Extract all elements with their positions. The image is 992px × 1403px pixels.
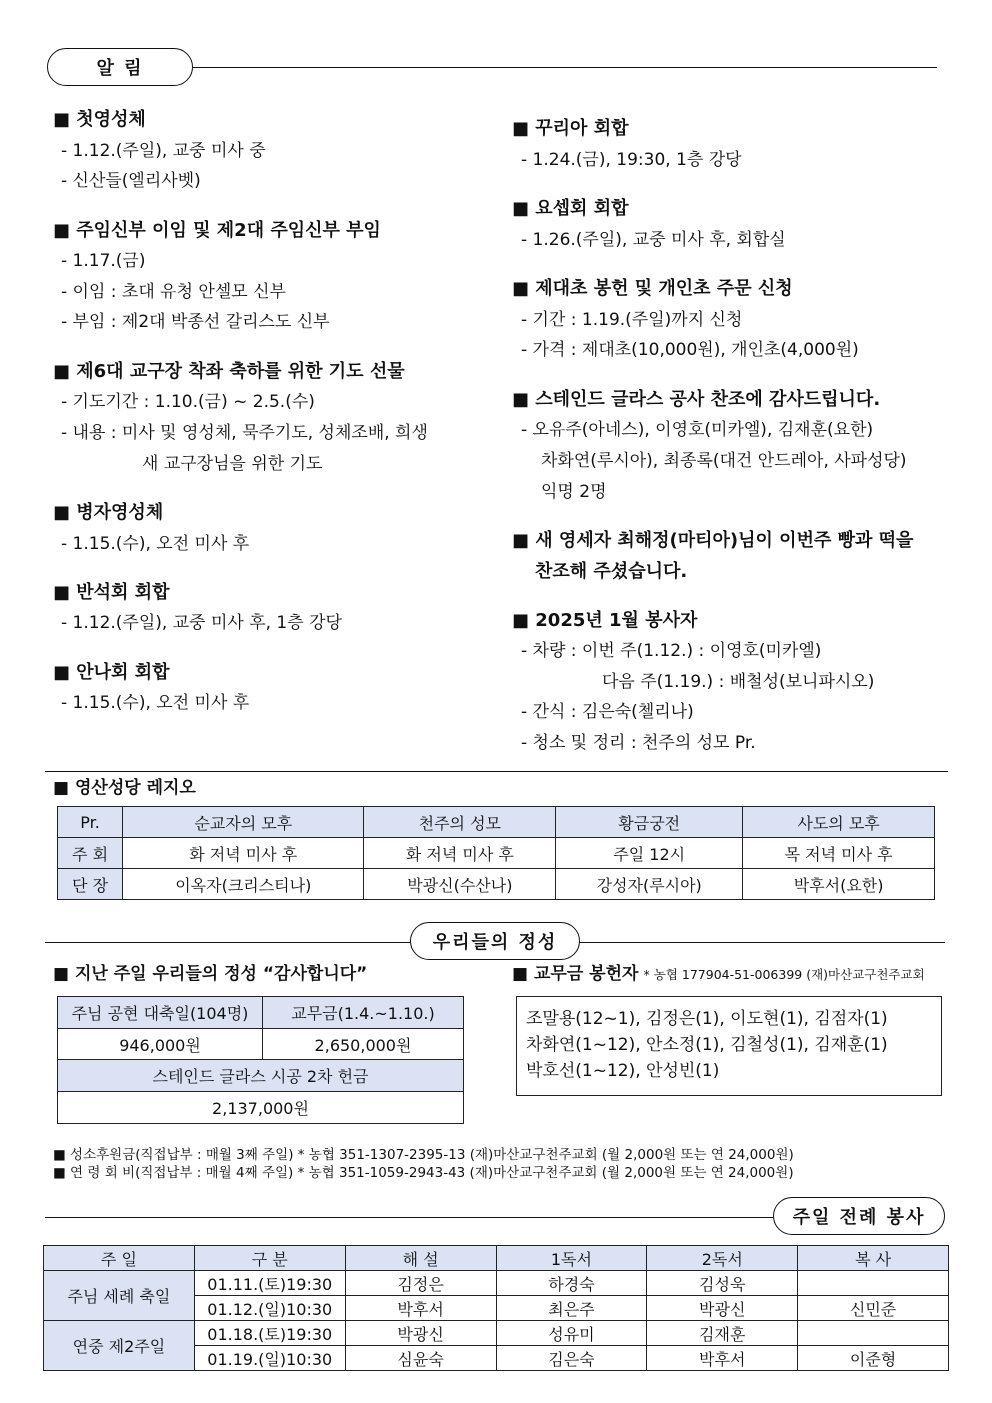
liturgy-cell: 김재훈 — [647, 1321, 798, 1346]
notice-line: - 부임 : 제2대 박종선 갈리스도 신부 — [61, 312, 330, 332]
notice-title: 알 림 — [47, 48, 193, 86]
notice-line: - 이임 : 초대 유청 안셀모 신부 — [61, 282, 286, 302]
notice-line: - 내용 : 미사 및 영성체, 묵주기도, 성체조배, 희생 — [61, 423, 428, 443]
donor-heading — [512, 962, 925, 987]
donor-title: ■ 교무금 봉헌자 — [512, 964, 639, 984]
liturgy-title: 주일 전례 봉사 — [773, 1197, 945, 1235]
divider — [193, 67, 937, 68]
offering-title: 우리들의 정성 — [410, 922, 580, 960]
offering-left-title: ■ 지난 주일 우리들의 정성 “감사합니다” — [53, 964, 368, 984]
legio-cell: 강성자(루시아) — [556, 869, 743, 900]
notice-line: 익명 2명 — [541, 482, 607, 502]
offering-header: 교무금(1.4.~1.10.) — [263, 997, 464, 1029]
legio-cell: 주일 12시 — [556, 838, 743, 869]
notice-heading: ■ 새 영세자 최해정(마티아)님이 이번주 빵과 떡을 — [512, 530, 914, 551]
offering-value: 2,137,000원 — [58, 1092, 464, 1124]
liturgy-header: 2독서 — [647, 1246, 798, 1271]
liturgy-cell: 박광신 — [647, 1296, 798, 1321]
notice-line: 차화연(루시아), 최종록(대건 안드레아, 사파성당) — [541, 451, 907, 471]
donor-box — [516, 996, 942, 1096]
legio-cell: 주 회 — [58, 838, 123, 869]
legio-cell: 박광신(수산나) — [364, 869, 556, 900]
legio-cell: 화 저녁 미사 후 — [364, 838, 556, 869]
notice-heading: ■ 첫영성체 — [53, 109, 146, 130]
notice-line: - 가격 : 제대초(10,000원), 개인초(4,000원) — [521, 340, 859, 360]
liturgy-sunday: 주님 세례 축일 — [44, 1271, 195, 1321]
liturgy-cell — [798, 1271, 949, 1296]
liturgy-header: 해 설 — [345, 1246, 496, 1271]
notice-line: - 1.24.(금), 19:30, 1층 강당 — [521, 150, 742, 170]
liturgy-cell — [798, 1321, 949, 1346]
legio-cell: 이옥자(크리스티나) — [123, 869, 364, 900]
liturgy-header: 구 분 — [194, 1246, 345, 1271]
notice-line: - 기간 : 1.19.(주일)까지 신청 — [521, 310, 743, 330]
legio-cell: 목 저녁 미사 후 — [743, 838, 935, 869]
legio-header: 황금궁전 — [556, 807, 743, 838]
donor-line: 조말용(12~1), 김정은(1), 이도현(1), 김점자(1) — [526, 1009, 888, 1029]
notice-heading: ■ 반석회 회합 — [53, 582, 170, 603]
liturgy-cell: 김성욱 — [647, 1271, 798, 1296]
legio-cell: 단 장 — [58, 869, 123, 900]
offering-header: 스테인드 글라스 시공 2차 헌금 — [58, 1060, 464, 1092]
legio-header: Pr. — [58, 807, 123, 838]
liturgy-cell: 신민준 — [798, 1296, 949, 1321]
legio-table — [57, 806, 935, 900]
notice-line: - 청소 및 정리 : 천주의 성모 Pr. — [521, 733, 756, 753]
legio-header: 천주의 성모 — [364, 807, 556, 838]
liturgy-cell: 01.18.(토)19:30 — [194, 1321, 345, 1346]
offering-value: 946,000원 — [58, 1029, 263, 1060]
notice-heading: ■ 안나회 회합 — [53, 662, 170, 683]
notice-line: 새 교구장님을 위한 기도 — [142, 454, 323, 474]
legio-cell: 화 저녁 미사 후 — [123, 838, 364, 869]
notice-heading: ■ 주임신부 이임 및 제2대 주임신부 부임 — [53, 220, 381, 241]
notice-line: - 1.12.(주일), 교중 미사 중 — [61, 141, 266, 161]
liturgy-header: 복 사 — [798, 1246, 949, 1271]
donor-line: 차화연(1~12), 안소정(1), 김철성(1), 김재훈(1) — [526, 1035, 888, 1055]
liturgy-cell: 김은숙 — [496, 1346, 647, 1371]
liturgy-cell: 최은주 — [496, 1296, 647, 1321]
offering-value: 2,650,000원 — [263, 1029, 464, 1060]
notice-line: - 1.15.(수), 오전 미사 후 — [61, 534, 250, 554]
notice-line: - 오유주(아네스), 이영호(미카엘), 김재훈(요한) — [521, 420, 874, 440]
legio-header: 순교자의 모후 — [123, 807, 364, 838]
account-note: ■ 연 령 회 비(직접납부 : 매월 4째 주일) * 농협 351-1059-2943-43 (재)마산교구천주교회 (월 2,000원 또는 연 24,000원) — [53, 1165, 794, 1181]
notice-heading: ■ 제6대 교구장 착좌 축하를 위한 기도 선물 — [53, 361, 405, 382]
offering-header: 주님 공현 대축일(104명) — [58, 997, 263, 1029]
notice-heading: 찬조해 주셨습니다. — [535, 561, 688, 582]
notice-heading: ■ 2025년 1월 봉사자 — [512, 610, 698, 631]
liturgy-cell: 01.19.(일)10:30 — [194, 1346, 345, 1371]
notice-line: - 1.15.(수), 오전 미사 후 — [61, 693, 250, 713]
legio-cell: 박후서(요한) — [743, 869, 935, 900]
liturgy-cell: 김정은 — [345, 1271, 496, 1296]
notice-line: - 1.12.(주일), 교중 미사 후, 1층 강당 — [61, 613, 342, 633]
divider — [45, 771, 948, 772]
liturgy-cell: 하경숙 — [496, 1271, 647, 1296]
divider — [45, 1217, 773, 1218]
notice-heading: ■ 요셉회 회합 — [512, 198, 629, 219]
notice-line: 다음 주(1.19.) : 배철성(보니파시오) — [602, 672, 875, 692]
notice-heading: ■ 꾸리아 회합 — [512, 118, 629, 139]
notice-line: - 1.26.(주일), 교중 미사 후, 회합실 — [521, 230, 786, 250]
liturgy-cell: 성유미 — [496, 1321, 647, 1346]
liturgy-cell: 박후서 — [647, 1346, 798, 1371]
notice-line: - 신산들(엘리사벳) — [61, 171, 201, 191]
notice-line: - 차량 : 이번 주(1.12.) : 이영호(미카엘) — [521, 641, 822, 661]
liturgy-sunday: 연중 제2주일 — [44, 1321, 195, 1371]
liturgy-header: 1독서 — [496, 1246, 647, 1271]
account-note: ■ 성소후원금(직접납부 : 매월 3째 주일) * 농협 351-1307-2395-13 (재)마산교구천주교회 (월 2,000원 또는 연 24,000원) — [53, 1147, 794, 1163]
notice-line: - 기도기간 : 1.10.(금) ~ 2.5.(수) — [61, 392, 315, 412]
notice-heading: ■ 제대초 봉헌 및 개인초 주문 신청 — [512, 278, 793, 299]
legio-title: ■ 영산성당 레지오 — [53, 778, 196, 798]
offering-table — [57, 996, 464, 1124]
liturgy-cell: 심윤숙 — [345, 1346, 496, 1371]
liturgy-cell: 박광신 — [345, 1321, 496, 1346]
donor-account: * 농협 177904-51-006399 (재)마산교구천주교회 — [643, 967, 925, 982]
notice-heading: ■ 병자영성체 — [53, 502, 164, 523]
liturgy-header: 주 일 — [44, 1246, 195, 1271]
liturgy-cell: 이준형 — [798, 1346, 949, 1371]
liturgy-cell: 01.12.(일)10:30 — [194, 1296, 345, 1321]
legio-header: 사도의 모후 — [743, 807, 935, 838]
notice-line: - 1.17.(금) — [61, 251, 146, 271]
notice-line: - 간식 : 김은숙(첼리나) — [521, 702, 694, 722]
liturgy-cell: 01.11.(토)19:30 — [194, 1271, 345, 1296]
liturgy-cell: 박후서 — [345, 1296, 496, 1321]
donor-line: 박호선(1~12), 안성빈(1) — [526, 1061, 720, 1081]
liturgy-table — [43, 1245, 949, 1371]
notice-heading: ■ 스테인드 글라스 공사 찬조에 감사드립니다. — [512, 389, 881, 410]
